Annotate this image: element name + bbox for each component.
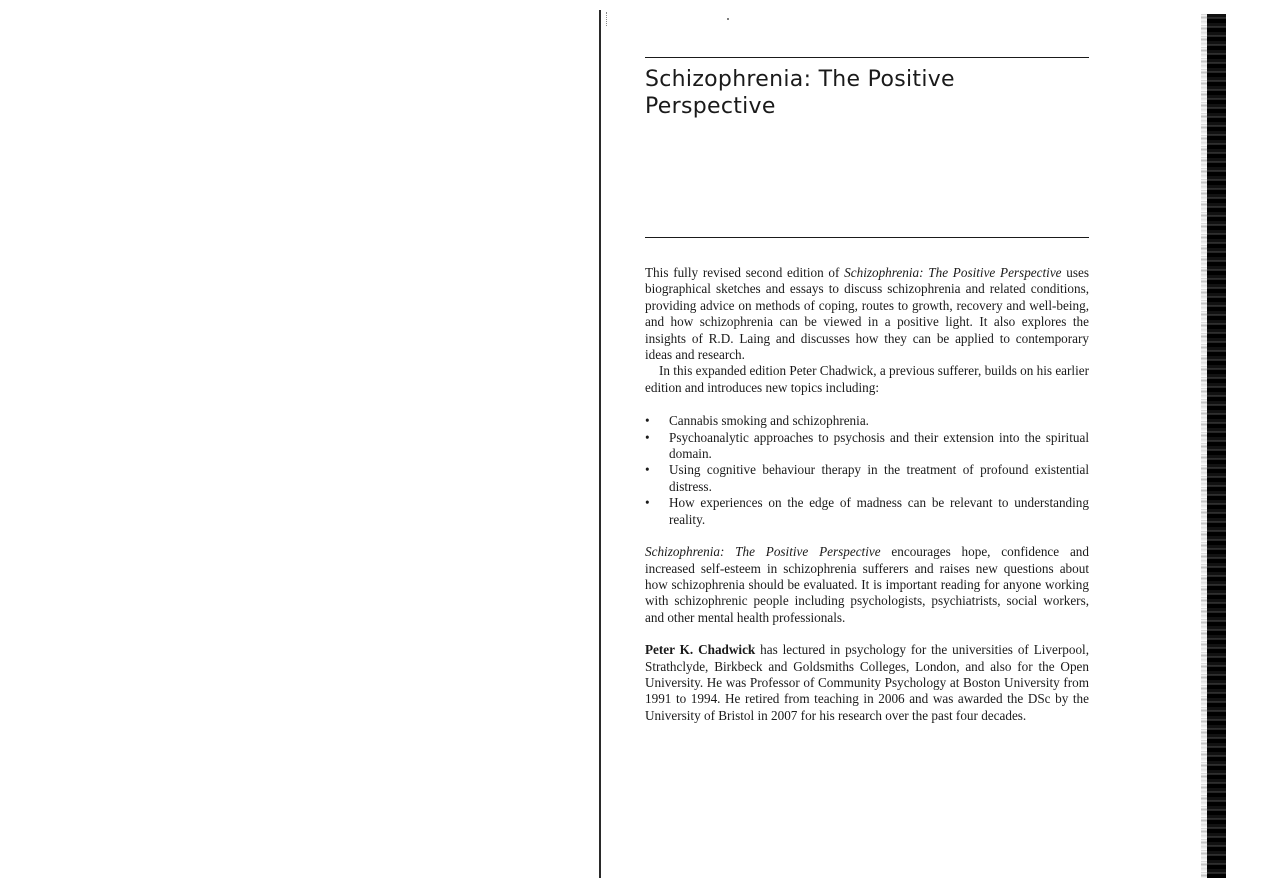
author-bio: Peter K. Chadwick has lectured in psychology for the universities of Liverpool, Strathclyde, Birkbeck and Goldsmiths Colleges, London, and also for the Open University. He was Professor of Community Psychology at Boston University from 1991 to 1994. He retired from teaching in 2006 and was awarded the DSc by the University of Bristol in 2007 for his research over the past four decades. — [645, 642, 1090, 723]
binding-gutter-line — [599, 10, 601, 878]
book-title-line1: Schizophrenia: The Positive — [645, 67, 955, 92]
book-title-reference: Schizophrenia: The Positive Perspective — [645, 544, 881, 560]
blurb-paragraph-1: This fully revised second edition of Schizophrenia: The Positive Perspective uses biographical sketches and essays to discuss schizophrenia and related conditions, providing advice on methods of coping, routes to growth, recovery and well-being, and how schizophrenia can be viewed in a positive light. It also explores the insights of R.D. Laing and discusses how they can be applied to contemporary ideas and research. — [645, 265, 1089, 363]
blurb-paragraph-3: Schizophrenia: The Positive Perspective encourages hope, confidence and increased self-esteem in schizophrenia sufferers and raises new questions about how schizophrenia should be evaluated. It is important reading for anyone working with schizophrenic people including psychologists, psychiatrists, social workers, and other mental health professionals. — [645, 544, 1089, 625]
blurb-paragraph-2: In this expanded edition Peter Chadwick, a previous sufferer, builds on his earlier edition and introduces new topics including: — [645, 363, 1089, 395]
author-name: Peter K. Chadwick — [645, 642, 756, 658]
book-title-reference: Schizophrenia: The Positive Perspective — [844, 265, 1062, 280]
list-item: • How experiences on the edge of madness can be relevant to understanding reality. — [645, 495, 1089, 528]
new-topics-list — [645, 413, 1089, 528]
book-title-line2: Perspective — [645, 94, 776, 119]
middle-rule — [645, 237, 1089, 238]
book-title — [645, 66, 1089, 120]
list-item: • Using cognitive behaviour therapy in the treatment of profound existential distress. — [645, 462, 1089, 495]
back-cover-text — [645, 265, 1089, 724]
scan-speck — [727, 18, 729, 20]
list-item: • Psychoanalytic approaches to psychosis and their extension into the spiritual domain. — [645, 430, 1089, 463]
gutter-scan-mark — [606, 12, 609, 26]
page-edge-bar — [1207, 14, 1226, 878]
top-rule — [645, 57, 1089, 58]
list-item: • Cannabis smoking and schizophrenia. — [645, 413, 1089, 429]
